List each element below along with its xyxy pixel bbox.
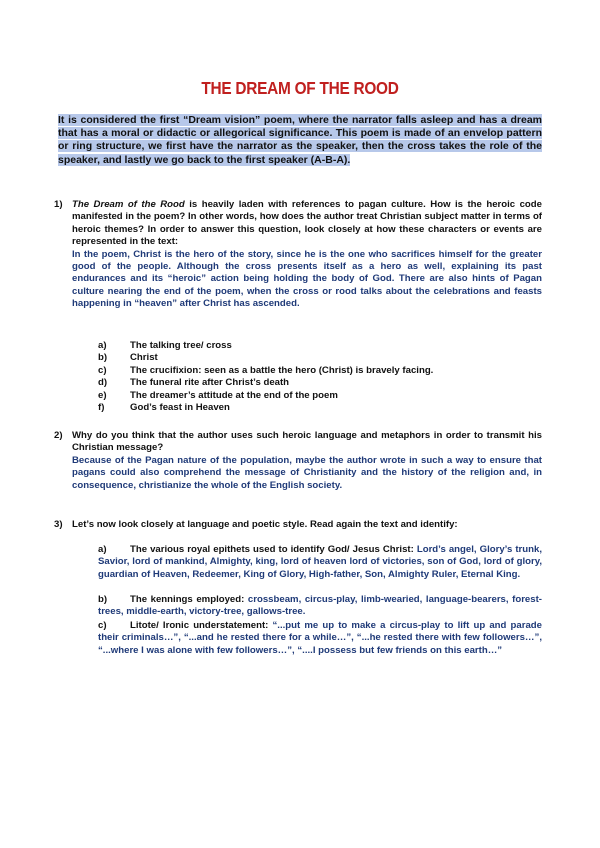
question-number: 1) xyxy=(54,199,63,210)
question-1 xyxy=(54,199,542,311)
intro-highlighted-text: It is considered the first “Dream vision” poem, where the narrator falls asleep and has a dream that has a moral or didactic or allegorical significance. This poem is made of an envelop pattern or ring structure, we first have the narrator as the speaker, then the cross takes the role of the speaker, and lastly we go back to the first speaker (A-B-A). xyxy=(58,114,542,166)
question-2 xyxy=(54,430,542,492)
question-text: Let’s now look closely at language and poetic style. Read again the text and identify: xyxy=(72,519,458,530)
answer-text: Lord’s angel, Glory’s trunk, Savior, lord of mankind, Almighty, king, lord of heaven lord of victories, son of God, lord of glory, guardian of Heaven, Redeemer, King of Glory, High-father, Son, Almighty Ruler, Eternal King. xyxy=(98,544,543,580)
question-text: is heavily laden with references to pagan culture. How is the heroic code manifested in the poem? In other words, how does the author treat Christian subject matter in terms of heroic themes? In order to answer this question, look closely at how these characters or events are represented in the text: xyxy=(72,199,542,248)
answer-text: In the poem, Christ is the hero of the story, since he is the one who sacrifices himself for the greater good of the people. Although the cross presents itself as a hero as well, explaining its past endurances and its “heroic” action being holding the body of God. There are also hints of Pagan culture nearing the end of the poem, when the cross or rood talks about the celebrations and feasts happening in “heaven” after Christ has ascended. xyxy=(72,248,542,310)
intro-paragraph xyxy=(58,114,542,167)
list-item: f) God’s feast in Heaven xyxy=(98,402,230,413)
list-item-kennings: b) The kennings employed: crossbeam, circus-play, limb-wearied, language-bearers, forest-trees, middle-earth, victory-tree, gallows-tree. xyxy=(98,594,542,618)
question-number: 3) xyxy=(54,519,63,530)
question-number: 2) xyxy=(54,430,63,441)
answer-text: Because of the Pagan nature of the population, maybe the author wrote in such a way to ensure that pagans could also comprehend the message of Christianity and the history of the religion and, in consequence, christianize the whole of the English society. xyxy=(72,454,542,491)
list-item: b) Christ xyxy=(98,352,158,364)
list-item: d) The funeral rite after Christ’s death xyxy=(98,377,290,389)
answer-text: crossbeam, circus-play, limb-wearied, language-bearers, forest-trees, middle-earth, victory-tree, gallows-tree. xyxy=(98,594,542,618)
poem-title-italic: The Dream of the Rood xyxy=(72,199,185,210)
question-3 xyxy=(54,519,542,531)
list-item-epithets: a) The various royal epithets used to identify God/ Jesus Christ: Lord’s angel, Glory’s trunk, Savior, lord of mankind, Almighty, king, lord of heaven lord of victories, son of God, lord of glory, guardian of Heaven, Redeemer, King of Glory, High-father, Son, Almighty Ruler, Eternal King. xyxy=(98,544,543,580)
answer-text: “...put me up to make a circus-play to lift up and parade their criminals…”, “...and he rested there for a while…”, “...he rested there with few followers…”, “...where I was alone with few followers…”, “....I possess but few friends on this earth…” xyxy=(98,620,542,656)
document-title: THE DREAM OF THE ROOD xyxy=(201,78,399,98)
list-item: a) The talking tree/ cross xyxy=(98,340,232,351)
list-item: c) The crucifixion: seen as a battle the hero (Christ) is bravely facing. xyxy=(98,364,434,376)
list-item: e) The dreamer’s attitude at the end of the poem xyxy=(98,389,338,401)
list-item-litote: c) Litote/ Ironic understatement: “...put me up to make a circus-play to lift up and parade their criminals…”, “...and he rested there for a while…”, “...he rested there with few followers…”, “...where I was alone with few followers…”, “....I possess but few friends on this earth…” xyxy=(98,620,542,656)
question-text: Why do you think that the author uses such heroic language and metaphors in order to transmit his Christian message? xyxy=(72,430,542,454)
